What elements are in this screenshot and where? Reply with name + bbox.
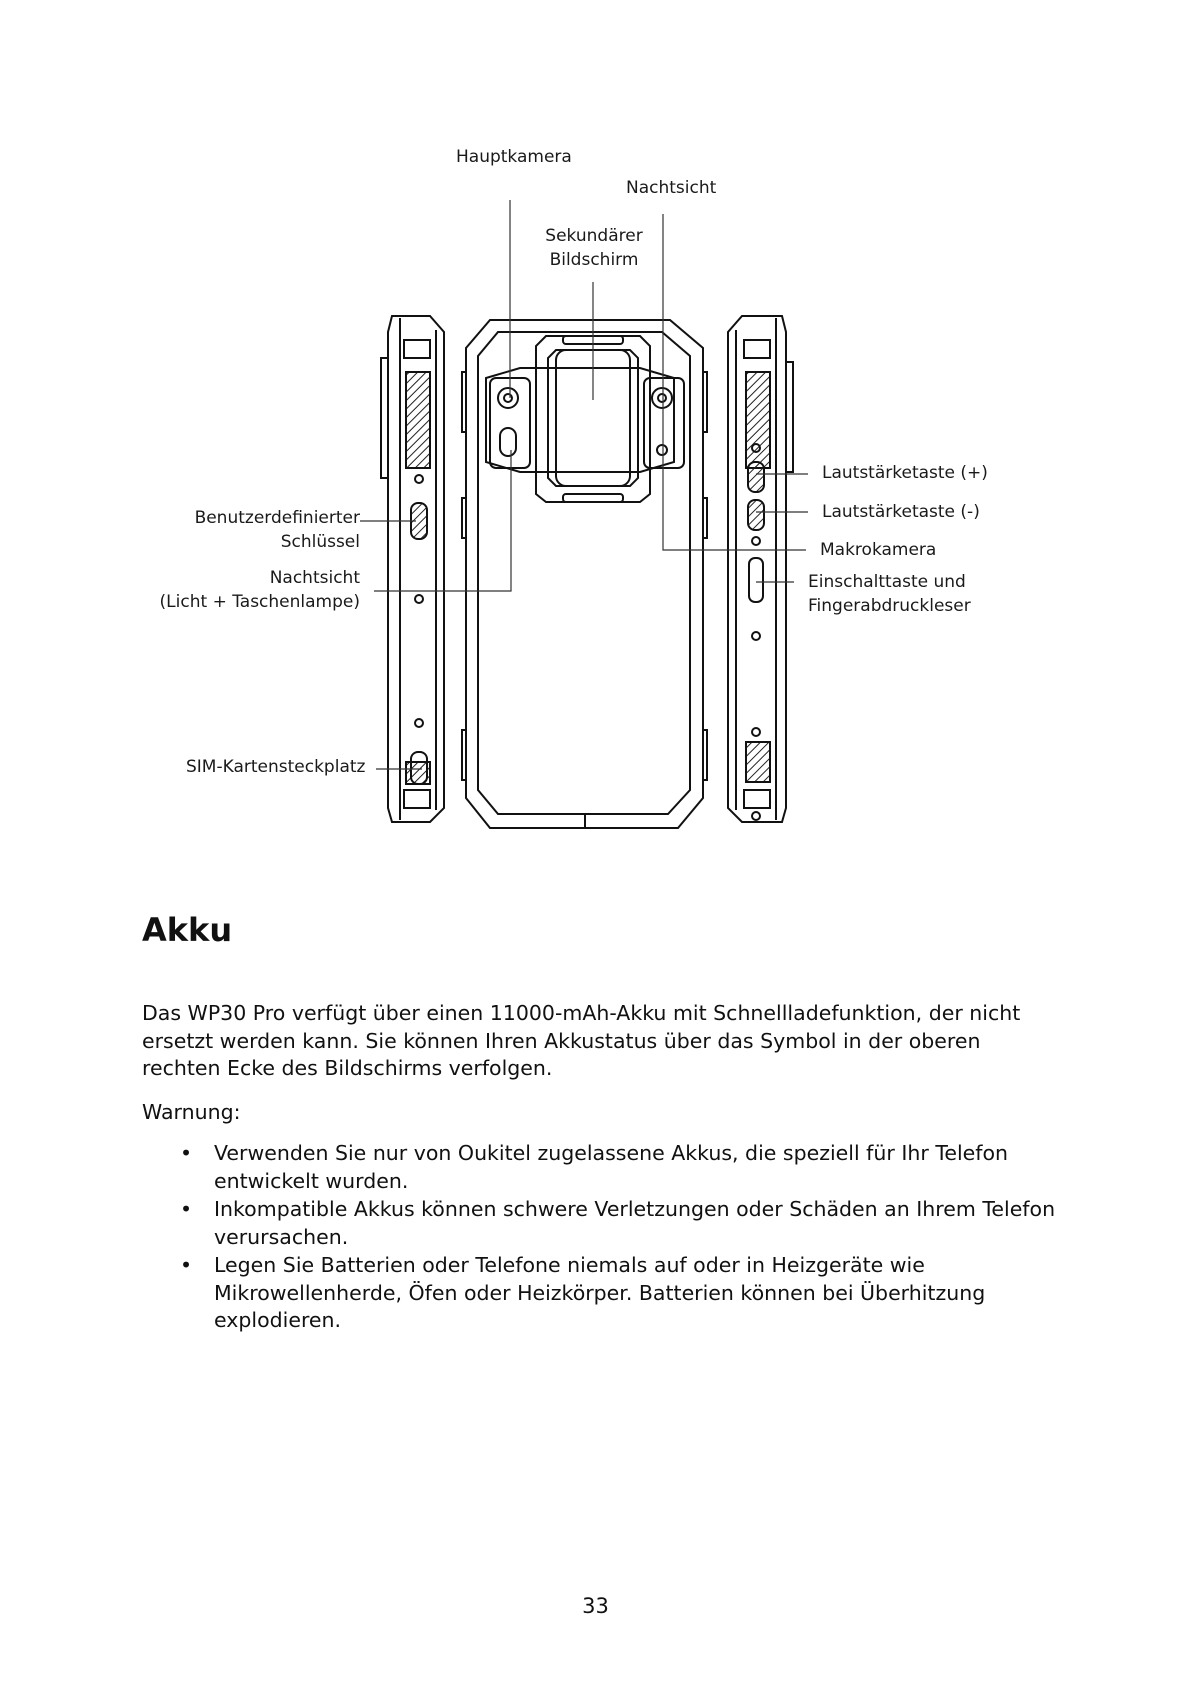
right-side-view (728, 316, 793, 822)
label-volume-down: Lautstärketaste (-) (822, 502, 980, 522)
label-custom-key-line1: Benutzerdefinierter (194, 508, 360, 528)
label-custom-key (160, 506, 360, 554)
label-night-light-line1: Nachtsicht (269, 568, 360, 588)
warning-text: Inkompatible Akkus können schwere Verletzungen oder Schäden an Ihrem Telefon verursachen. (214, 1197, 1056, 1249)
label-night-light (140, 566, 360, 614)
warning-list (142, 1140, 1062, 1336)
list-item (142, 1196, 1062, 1251)
label-power-line1: Einschalttaste und (808, 572, 966, 592)
label-secondary-screen-line2: Bildschirm (549, 250, 639, 270)
label-power-line2: Fingerabdruckleser (808, 596, 971, 616)
section-heading: Akku (142, 911, 233, 949)
bullet: • (180, 1197, 193, 1221)
warning-text: Verwenden Sie nur von Oukitel zugelassene Akkus, die speziell für Ihr Telefon entwickelt wurden. (214, 1141, 1009, 1193)
label-secondary-screen-line1: Sekundärer (545, 226, 643, 246)
leader-lines (360, 200, 808, 769)
label-volume-up: Lautstärketaste (+) (822, 463, 988, 483)
label-power-fingerprint (808, 570, 971, 618)
label-night-light-line2: (Licht + Taschenlampe) (159, 592, 360, 612)
warning-text: Legen Sie Batterien oder Telefone niemals auf oder in Heizgeräte wie Mikrowellenherde, Öfen oder Heizkörper. Batterien können bei Überhitzung explodieren. (214, 1253, 986, 1332)
bullet: • (180, 1253, 193, 1277)
label-secondary-screen (536, 224, 652, 272)
battery-paragraph: Das WP30 Pro verfügt über einen 11000-mAh-Akku mit Schnellladefunktion, der nicht ersetzt werden kann. Sie können Ihren Akkustatus über das Symbol in der oberen rechten Ecke des Bildschirms verfolgen. (142, 1001, 1021, 1080)
label-main-camera: Hauptkamera (456, 147, 572, 167)
bullet: • (180, 1141, 193, 1165)
label-night-vision-top: Nachtsicht (626, 178, 717, 198)
label-sim-slot: SIM-Kartensteckplatz (186, 757, 366, 777)
page-number: 33 (582, 1594, 609, 1618)
warning-label: Warnung: (142, 1100, 241, 1124)
label-macro-camera: Makrokamera (820, 540, 937, 560)
label-custom-key-line2: Schlüssel (280, 532, 360, 552)
list-item (142, 1252, 1062, 1335)
back-view (462, 320, 707, 828)
left-side-view (381, 316, 444, 822)
list-item (142, 1140, 1062, 1195)
